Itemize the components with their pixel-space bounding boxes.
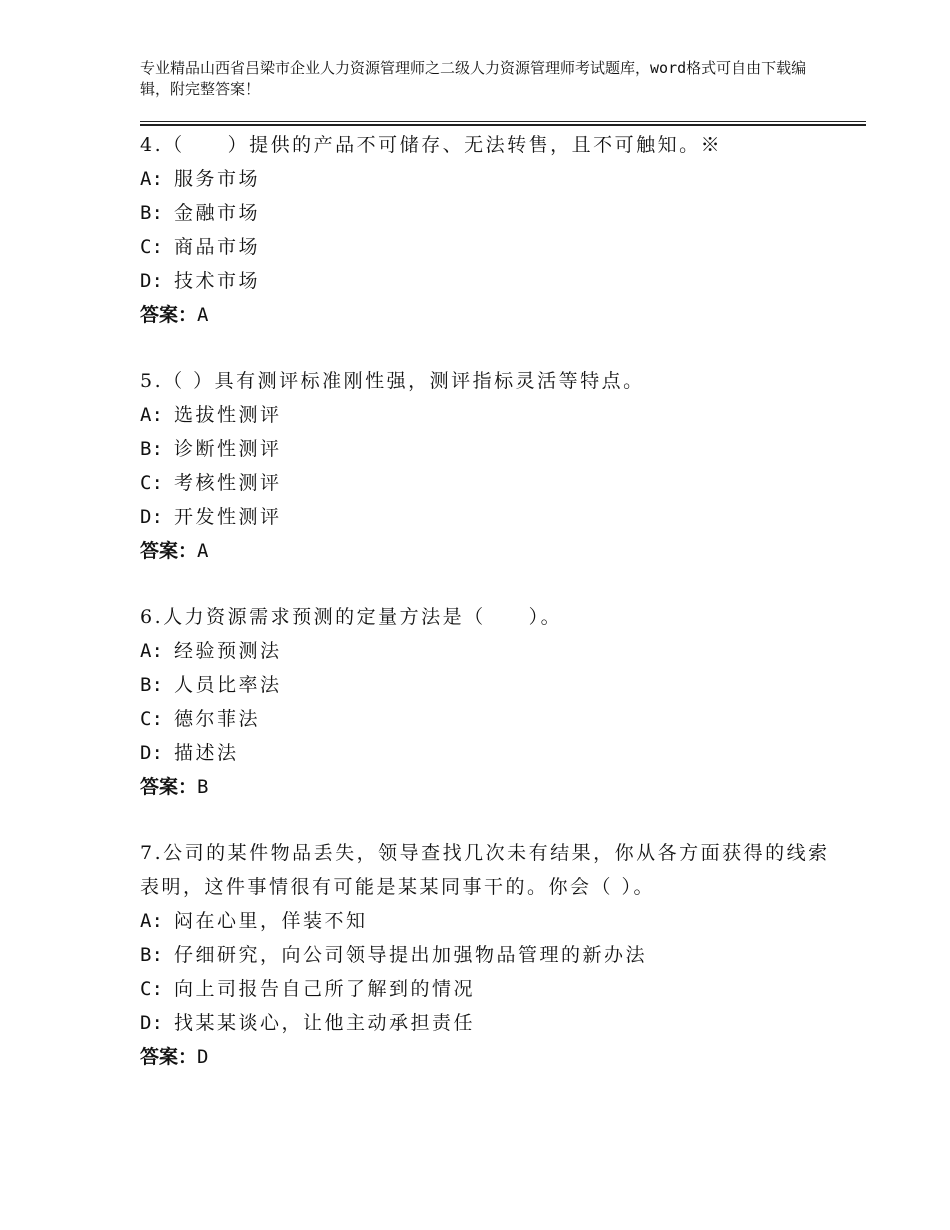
option-letter: A: xyxy=(140,640,163,662)
answer-value: A xyxy=(197,540,209,562)
question-4 xyxy=(140,128,840,332)
option-c xyxy=(140,972,840,1006)
option-letter: A: xyxy=(140,168,163,190)
document-header: 专业精品山西省吕梁市企业人力资源管理师之二级人力资源管理师考试题库，word格式可自由下载编辑，附完整答案！ xyxy=(140,59,807,98)
header-divider-thin xyxy=(140,125,866,126)
option-text: 找某某谈心，让他主动承担责任 xyxy=(174,1012,476,1034)
option-a xyxy=(140,398,840,432)
option-d xyxy=(140,264,840,298)
option-text: 商品市场 xyxy=(174,236,261,258)
option-letter: D: xyxy=(140,270,163,292)
question-7 xyxy=(140,836,840,1074)
answer-value: B xyxy=(197,776,209,798)
option-letter: C: xyxy=(140,708,163,730)
option-letter: B: xyxy=(140,202,163,224)
option-letter: D: xyxy=(140,1012,163,1034)
option-text: 人员比率法 xyxy=(174,674,282,696)
option-a xyxy=(140,634,840,668)
option-b xyxy=(140,668,840,702)
option-d xyxy=(140,500,840,534)
option-c xyxy=(140,230,840,264)
option-text: 服务市场 xyxy=(174,168,261,190)
option-text: 向上司报告自己所了解到的情况 xyxy=(174,978,476,1000)
answer-label: 答案： xyxy=(140,304,198,326)
option-letter: C: xyxy=(140,472,163,494)
answer-line xyxy=(140,534,840,568)
option-letter: A: xyxy=(140,910,163,932)
option-c xyxy=(140,702,840,736)
option-text: 开发性测评 xyxy=(174,506,282,528)
question-5 xyxy=(140,364,840,568)
option-text: 仔细研究，向公司领导提出加强物品管理的新办法 xyxy=(174,944,648,966)
option-letter: B: xyxy=(140,674,163,696)
question-stem: 7.公司的某件物品丢失，领导查找几次未有结果，你从各方面获得的线索表明，这件事情很有可能是某某同事干的。你会（ ）。 xyxy=(140,842,830,898)
option-text: 诊断性测评 xyxy=(174,438,282,460)
answer-label: 答案： xyxy=(140,540,198,562)
answer-label: 答案： xyxy=(140,1046,198,1068)
option-text: 描述法 xyxy=(174,742,239,764)
option-d xyxy=(140,736,840,770)
option-a xyxy=(140,904,840,938)
question-list xyxy=(140,128,840,1106)
option-text: 选拔性测评 xyxy=(174,404,282,426)
option-text: 考核性测评 xyxy=(174,472,282,494)
option-letter: B: xyxy=(140,438,163,460)
option-text: 德尔菲法 xyxy=(174,708,261,730)
answer-value: A xyxy=(197,304,209,326)
option-letter: D: xyxy=(140,506,163,528)
option-letter: A: xyxy=(140,404,163,426)
option-letter: D: xyxy=(140,742,163,764)
answer-label: 答案： xyxy=(140,776,198,798)
answer-line xyxy=(140,298,840,332)
question-6 xyxy=(140,600,840,804)
option-text: 闷在心里，佯装不知 xyxy=(174,910,368,932)
answer-line xyxy=(140,1040,840,1074)
answer-line xyxy=(140,770,840,804)
option-b xyxy=(140,196,840,230)
option-text: 技术市场 xyxy=(174,270,261,292)
question-stem: 6.人力资源需求预测的定量方法是（ ）。 xyxy=(140,606,563,628)
option-text: 金融市场 xyxy=(174,202,261,224)
option-a xyxy=(140,162,840,196)
option-b xyxy=(140,432,840,466)
option-letter: C: xyxy=(140,236,163,258)
option-text: 经验预测法 xyxy=(174,640,282,662)
question-stem: 5.（ ）具有测评标准刚性强，测评指标灵活等特点。 xyxy=(140,370,645,392)
option-d xyxy=(140,1006,840,1040)
answer-value: D xyxy=(197,1046,209,1068)
option-letter: B: xyxy=(140,944,163,966)
option-c xyxy=(140,466,840,500)
question-stem: 4.（ ）提供的产品不可储存、无法转售，且不可触知。※ xyxy=(140,134,723,156)
option-b xyxy=(140,938,840,972)
option-letter: C: xyxy=(140,978,163,1000)
